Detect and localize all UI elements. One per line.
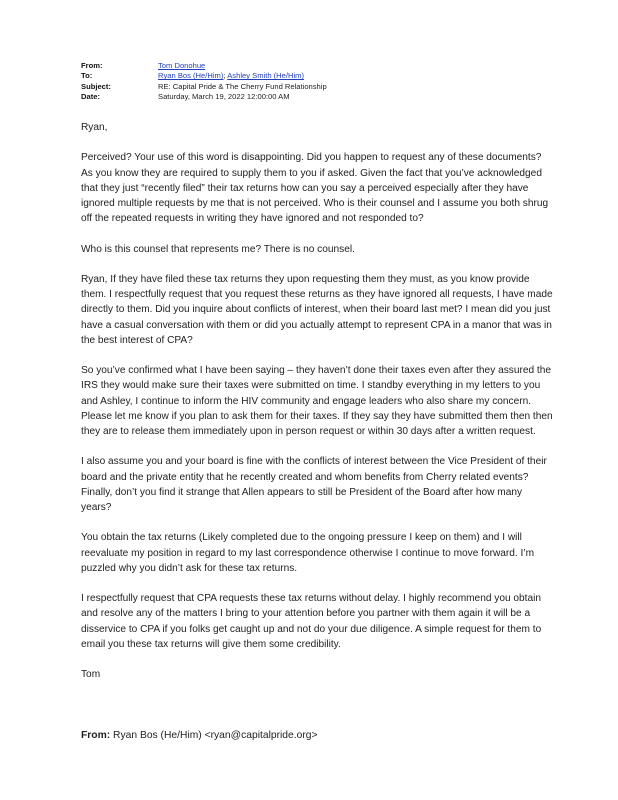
from-link[interactable]: Tom Donohue: [158, 61, 206, 70]
header-row-subject: [81, 82, 327, 92]
to-label: To:: [81, 71, 93, 81]
signature: Tom: [81, 669, 101, 681]
body-paragraph: You obtain the tax returns (Likely completed due to the ongoing pressure I keep on them) and I will reevaluate my position in regard to my last correspondence otherwise I continue to move forward. I’m puzzled why you didn’t ask for these tax returns.: [81, 532, 535, 574]
to-link-ashley[interactable]: Ashley Smith (He/Him): [227, 71, 305, 81]
email-body: [81, 120, 553, 698]
body-paragraph: I respectfully request that CPA requests these tax returns without delay. I highly recommend you obtain and resolve any of the matters I bring to your attention before you partner with them again it will be a disservice to CPA if you folks get caught up and not do your due diligence. A simple request for them to email you these tax returns will give them some credibility.: [81, 593, 542, 650]
body-paragraph: So you’ve confirmed what I have been saying – they haven’t done their taxes even after they assured the IRS they would make sure their taxes were submitted on time. I standby everything in my letters to you and Ashley, I continue to inform the HIV community and engage leaders who also share my concern. Please let me know if you plan to ask them for their taxes. If they say they have submitted them then then they are to release them immediately upon in person request or within 30 days after a written request.: [81, 365, 553, 437]
body-paragraph: Who is this counsel that represents me? There is no counsel.: [81, 243, 355, 255]
quoted-from-value: Ryan Bos (He/Him) <ryan@capitalpride.org>: [113, 730, 318, 741]
from-label: From:: [81, 61, 103, 70]
header-row-date: [81, 92, 327, 102]
subject-label: Subject:: [81, 81, 111, 91]
to-link-ryan[interactable]: Ryan Bos (He/Him): [158, 71, 224, 81]
header-row-to: [81, 71, 327, 81]
body-paragraph: Ryan, If they have filed these tax returns they upon requesting them they must, as you know provide them. I respectfully request that you request these returns as they have ignored all requests, I have made directly to them. Did you inquire about conflicts of interest, when their board last met? I mean did you just have a casual conversation with them or did you actually attempt to represent CPA in a manor that was in the best interest of CPA?: [81, 273, 553, 346]
to-separator: ;: [223, 71, 226, 81]
date-value: Saturday, March 19, 2022 12:00:00 AM: [158, 92, 290, 102]
body-paragraph: I also assume you and your board is fine with the conflicts of interest between the Vice President of their board and the private entity that he recently created and whom benefits from Cherry related events? Finally, don’t you find it strange that Allen appears to still be President of the Board after how many years?: [81, 456, 547, 513]
date-label: Date:: [81, 92, 100, 102]
email-header: [81, 61, 327, 103]
header-row-from: [81, 61, 327, 71]
to-recipients: [158, 71, 304, 81]
quoted-from-label: From:: [81, 730, 111, 741]
subject-value: RE: Capital Pride & The Cherry Fund Relationship: [158, 81, 327, 91]
quoted-from-line: [81, 730, 318, 741]
body-paragraph: Perceived? Your use of this word is disappointing. Did you happen to request any of these documents? As you know they are required to supply them to you if asked. Given the fact that you’ve acknowledged that they just “recently filed” their tax returns how can you say a perceived especially after they have ignored multiple requests by me that is not perceived. Who is their counsel and I assume you both shrug off the repeated requests in writing they have ignored and not responded to?: [81, 152, 549, 225]
salutation: Ryan,: [81, 122, 108, 133]
